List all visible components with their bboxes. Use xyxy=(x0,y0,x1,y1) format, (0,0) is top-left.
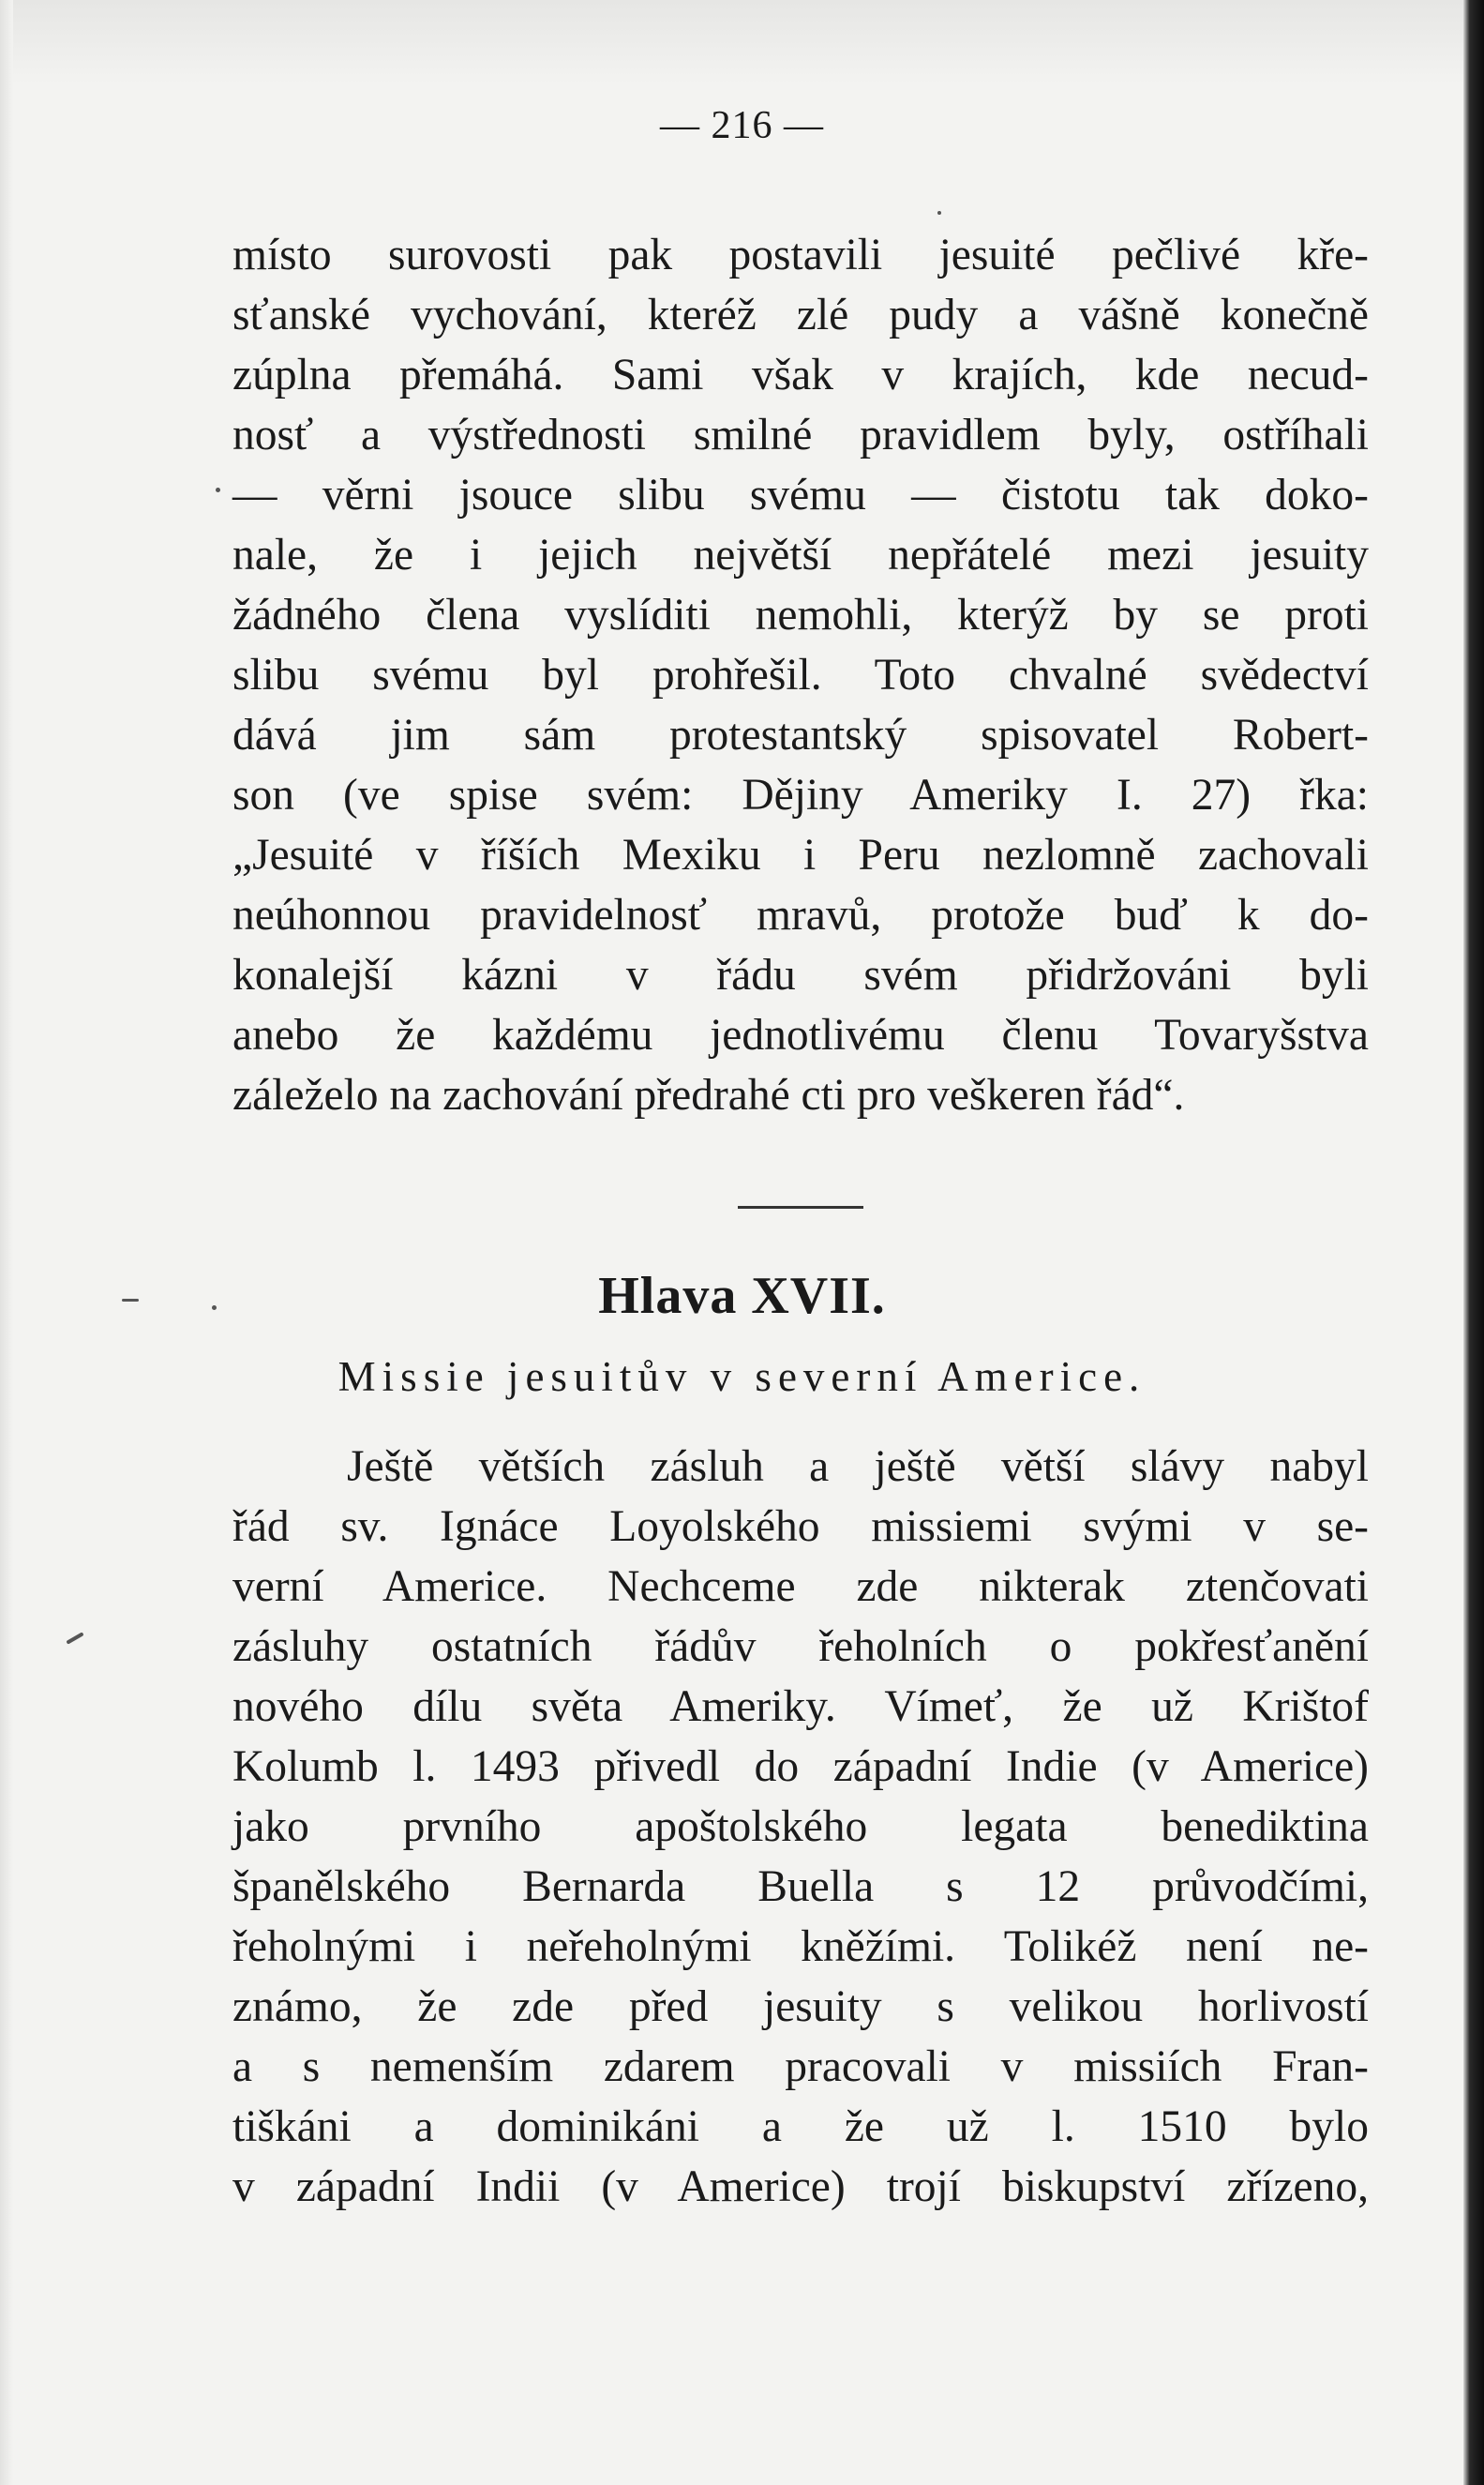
text-line: — věrni jsouce slibu svému — čistotu tak doko- xyxy=(232,471,1369,520)
text-line: Ještě větších zásluh a ještě větší slávy nabyl xyxy=(347,1442,1369,1491)
section-divider xyxy=(738,1206,863,1209)
text-line: anebo že každému jednotlivému členu Tovaryšstva xyxy=(232,1011,1369,1060)
text-line: dává jim sám protestantský spisovatel Robert- xyxy=(232,711,1369,760)
text-line: slibu svému byl prohřešil. Toto chvalné svědectví xyxy=(232,651,1369,700)
text-line: „Jesuité v říších Mexiku i Peru nezlomně zachovali xyxy=(232,831,1369,880)
text-line: verní Americe. Nechceme zde nikterak ztenčovati xyxy=(232,1562,1369,1611)
page-edge-right xyxy=(1463,0,1484,2485)
text-line: známo, že zde před jesuity s velikou horlivostí xyxy=(232,1982,1369,2031)
text-line: místo surovosti pak postavili jesuité pečlivé kře- xyxy=(232,231,1369,279)
text-line: Kolumb l. 1493 přivedl do západní Indie (v Americe) xyxy=(232,1742,1369,1791)
paper-speck xyxy=(216,488,220,492)
text-line: řeholnými i neřeholnými kněžími. Tolikéž není ne- xyxy=(232,1922,1369,1971)
text-line: konalejší kázni v řádu svém přidržováni byli xyxy=(232,951,1369,1000)
text-line: neúhonnou pravidelnosť mravů, protože buď k do- xyxy=(232,891,1369,940)
text-line: nale, že i jejich největší nepřátelé mezi jesuity xyxy=(232,531,1369,580)
paragraph-continued xyxy=(232,225,1369,1125)
text-line: son (ve spise svém: Dějiny Ameriky I. 27) řka: xyxy=(232,771,1369,820)
chapter-paragraph xyxy=(232,1437,1369,2217)
paper-speck xyxy=(937,211,941,215)
text-line: jako prvního apoštolského legata benediktina xyxy=(232,1802,1369,1851)
text-line: a s nemenším zdarem pracovali v missiích Fran- xyxy=(232,2042,1369,2091)
chapter-heading: Hlava XVII. xyxy=(598,1267,886,1325)
text-line: sťanské vychování, kteréž zlé pudy a vášně konečně xyxy=(232,291,1369,339)
text-line: nosť a výstřednosti smilné pravidlem byly, ostříhali xyxy=(232,411,1369,459)
text-line: zúplna přemáhá. Sami však v krajích, kde necud- xyxy=(232,351,1369,399)
page-number: — 216 — xyxy=(660,104,824,147)
text-line: zásluhy ostatních řádův řeholních o pokřesťanění xyxy=(232,1622,1369,1671)
chapter-subtitle: Missie jesuitův v severní Americe. xyxy=(337,1353,1147,1400)
page-edge-left xyxy=(0,0,13,2485)
text-line: v západní Indii (v Americe) trojí biskupství zřízeno, xyxy=(232,2162,1369,2211)
page-shadow-top xyxy=(0,0,1463,84)
text-line: žádného člena vyslíditi nemohli, kterýž by se proti xyxy=(232,591,1369,640)
text-line: nového dílu světa Ameriky. Vímeť, že už Krištof xyxy=(232,1682,1369,1731)
text-line: španělského Bernarda Buella s 12 průvodčími, xyxy=(232,1862,1369,1911)
text-line: tiškáni a dominikáni a že už l. 1510 bylo xyxy=(232,2102,1369,2151)
text-line: záleželo na zachování předrahé cti pro veškeren řád“. xyxy=(232,1071,1185,1120)
text-line: řád sv. Ignáce Loyolského missiemi svými v se- xyxy=(232,1502,1369,1551)
